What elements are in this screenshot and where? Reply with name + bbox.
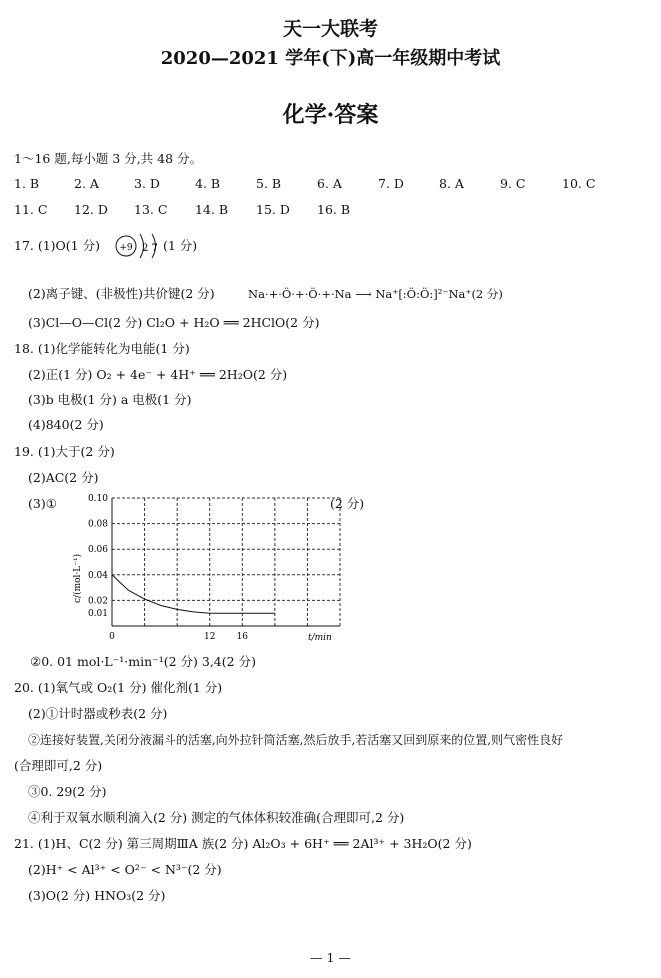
mc-answer: 11. C xyxy=(14,202,48,217)
q20-line6: ④利于双氧水顺利滴入(2 分) 测定的气体体积较准确(合理即可,2 分) xyxy=(28,810,405,825)
q19-line3: (3)① xyxy=(28,496,57,511)
mc-answer: 1. B xyxy=(14,176,40,191)
q19-line4: ②0. 01 mol·L⁻¹·min⁻¹(2 分) 3,4(2 分) xyxy=(30,654,256,669)
q18-line2: (2)正(1 分) O₂ + 4e⁻ + 4H⁺ ══ 2H₂O(2 分) xyxy=(28,367,288,382)
mc-answer: 9. C xyxy=(500,176,526,191)
y-tick-label: 0.02 xyxy=(87,596,108,607)
y-axis-label: c/(mol·L⁻¹) xyxy=(73,553,83,603)
q20-line3: ②连接好装置,关闭分液漏斗的活塞,向外拉针筒活塞,然后放手,若活塞又回到原来的位置,则气密性良好 xyxy=(28,733,564,747)
chart-grid xyxy=(112,498,340,626)
mc-answer: 8. A xyxy=(439,176,464,191)
y-tick-labels xyxy=(88,494,108,619)
page-number: — 1 — xyxy=(310,950,351,965)
q20-line1: 20. (1)氧气或 O₂(1 分) 催化剂(1 分) xyxy=(14,680,223,695)
mc-intro: 1～16 题,每小题 3 分,共 48 分。 xyxy=(14,151,203,166)
mc-answer: 3. D xyxy=(134,176,160,191)
q17-line3: (3)Cl—O—Cl(2 分) Cl₂O + H₂O ══ 2HClO(2 分) xyxy=(28,315,320,330)
y-tick-label: 0.08 xyxy=(87,519,108,530)
y-tick-label: 0.06 xyxy=(87,545,108,556)
x-tick-label: 12 xyxy=(203,632,216,642)
q21-line1: 21. (1)H、C(2 分) 第三周期ⅢA 族(2 分) Al₂O₃ + 6H⁺ ══ 2Al³⁺ + 3H₂O(2 分) xyxy=(14,836,472,851)
org-title: 天一大联考 xyxy=(282,18,378,40)
mc-answer: 15. D xyxy=(256,202,290,217)
q19-line3-score: (2 分) xyxy=(330,496,365,511)
q17-line2: (2)离子键、(非极性)共价键(2 分) xyxy=(28,286,215,301)
atom-nucleus: +9 xyxy=(119,243,133,253)
mc-answer: 13. C xyxy=(134,202,168,217)
q17-line1-score: (1 分) xyxy=(163,238,198,253)
q21-line3: (3)O(2 分) HNO₃(2 分) xyxy=(28,888,166,903)
q17-electron-formula: Na·+·Ö·+·Ö·+·Na ⟶ Na⁺[:Ö:Ö:]²⁻Na⁺(2 分) xyxy=(248,287,503,301)
exam-title: 2020—2021 学年(下)高一年级期中考试 xyxy=(160,48,501,69)
q19-line2: (2)AC(2 分) xyxy=(28,470,99,485)
series-line xyxy=(112,575,275,613)
x-tick-label: 0 xyxy=(109,632,115,642)
mc-answer: 10. C xyxy=(562,176,596,191)
q18-line3: (3)b 电极(1 分) a 电极(1 分) xyxy=(28,392,192,407)
atom-structure-diagram xyxy=(113,230,165,262)
atom-shells: 2 7 xyxy=(142,243,158,254)
mc-answer: 2. A xyxy=(74,176,99,191)
q20-line5: ③0. 29(2 分) xyxy=(28,784,107,799)
x-axis-label: t/min xyxy=(308,633,332,643)
q17-line1: 17. (1)O(1 分) xyxy=(14,238,100,253)
x-tick-label: 16 xyxy=(236,632,249,642)
mc-answer: 4. B xyxy=(195,176,221,191)
q20-line2: (2)①计时器或秒表(2 分) xyxy=(28,706,168,721)
mc-answer: 14. B xyxy=(195,202,229,217)
x-tick-labels xyxy=(109,632,248,642)
mc-answer: 16. B xyxy=(317,202,351,217)
mc-answer: 5. B xyxy=(256,176,282,191)
mc-answer: 12. D xyxy=(74,202,108,217)
q21-line2: (2)H⁺ < Al³⁺ < O²⁻ < N³⁻(2 分) xyxy=(28,862,222,877)
y-tick-label: 0.04 xyxy=(87,570,108,581)
mc-answer: 7. D xyxy=(378,176,404,191)
q18-line4: (4)840(2 分) xyxy=(28,417,104,432)
y-tick-label: 0.10 xyxy=(87,494,108,504)
q19-line1: 19. (1)大于(2 分) xyxy=(14,444,115,459)
q18-line1: 18. (1)化学能转化为电能(1 分) xyxy=(14,341,190,356)
mc-answer: 6. A xyxy=(317,176,342,191)
y-tick-label: 0.01 xyxy=(87,609,108,620)
q20-line4: (合理即可,2 分) xyxy=(14,758,103,773)
concentration-time-chart xyxy=(60,488,350,648)
subject-title: 化学·答案 xyxy=(282,102,379,128)
